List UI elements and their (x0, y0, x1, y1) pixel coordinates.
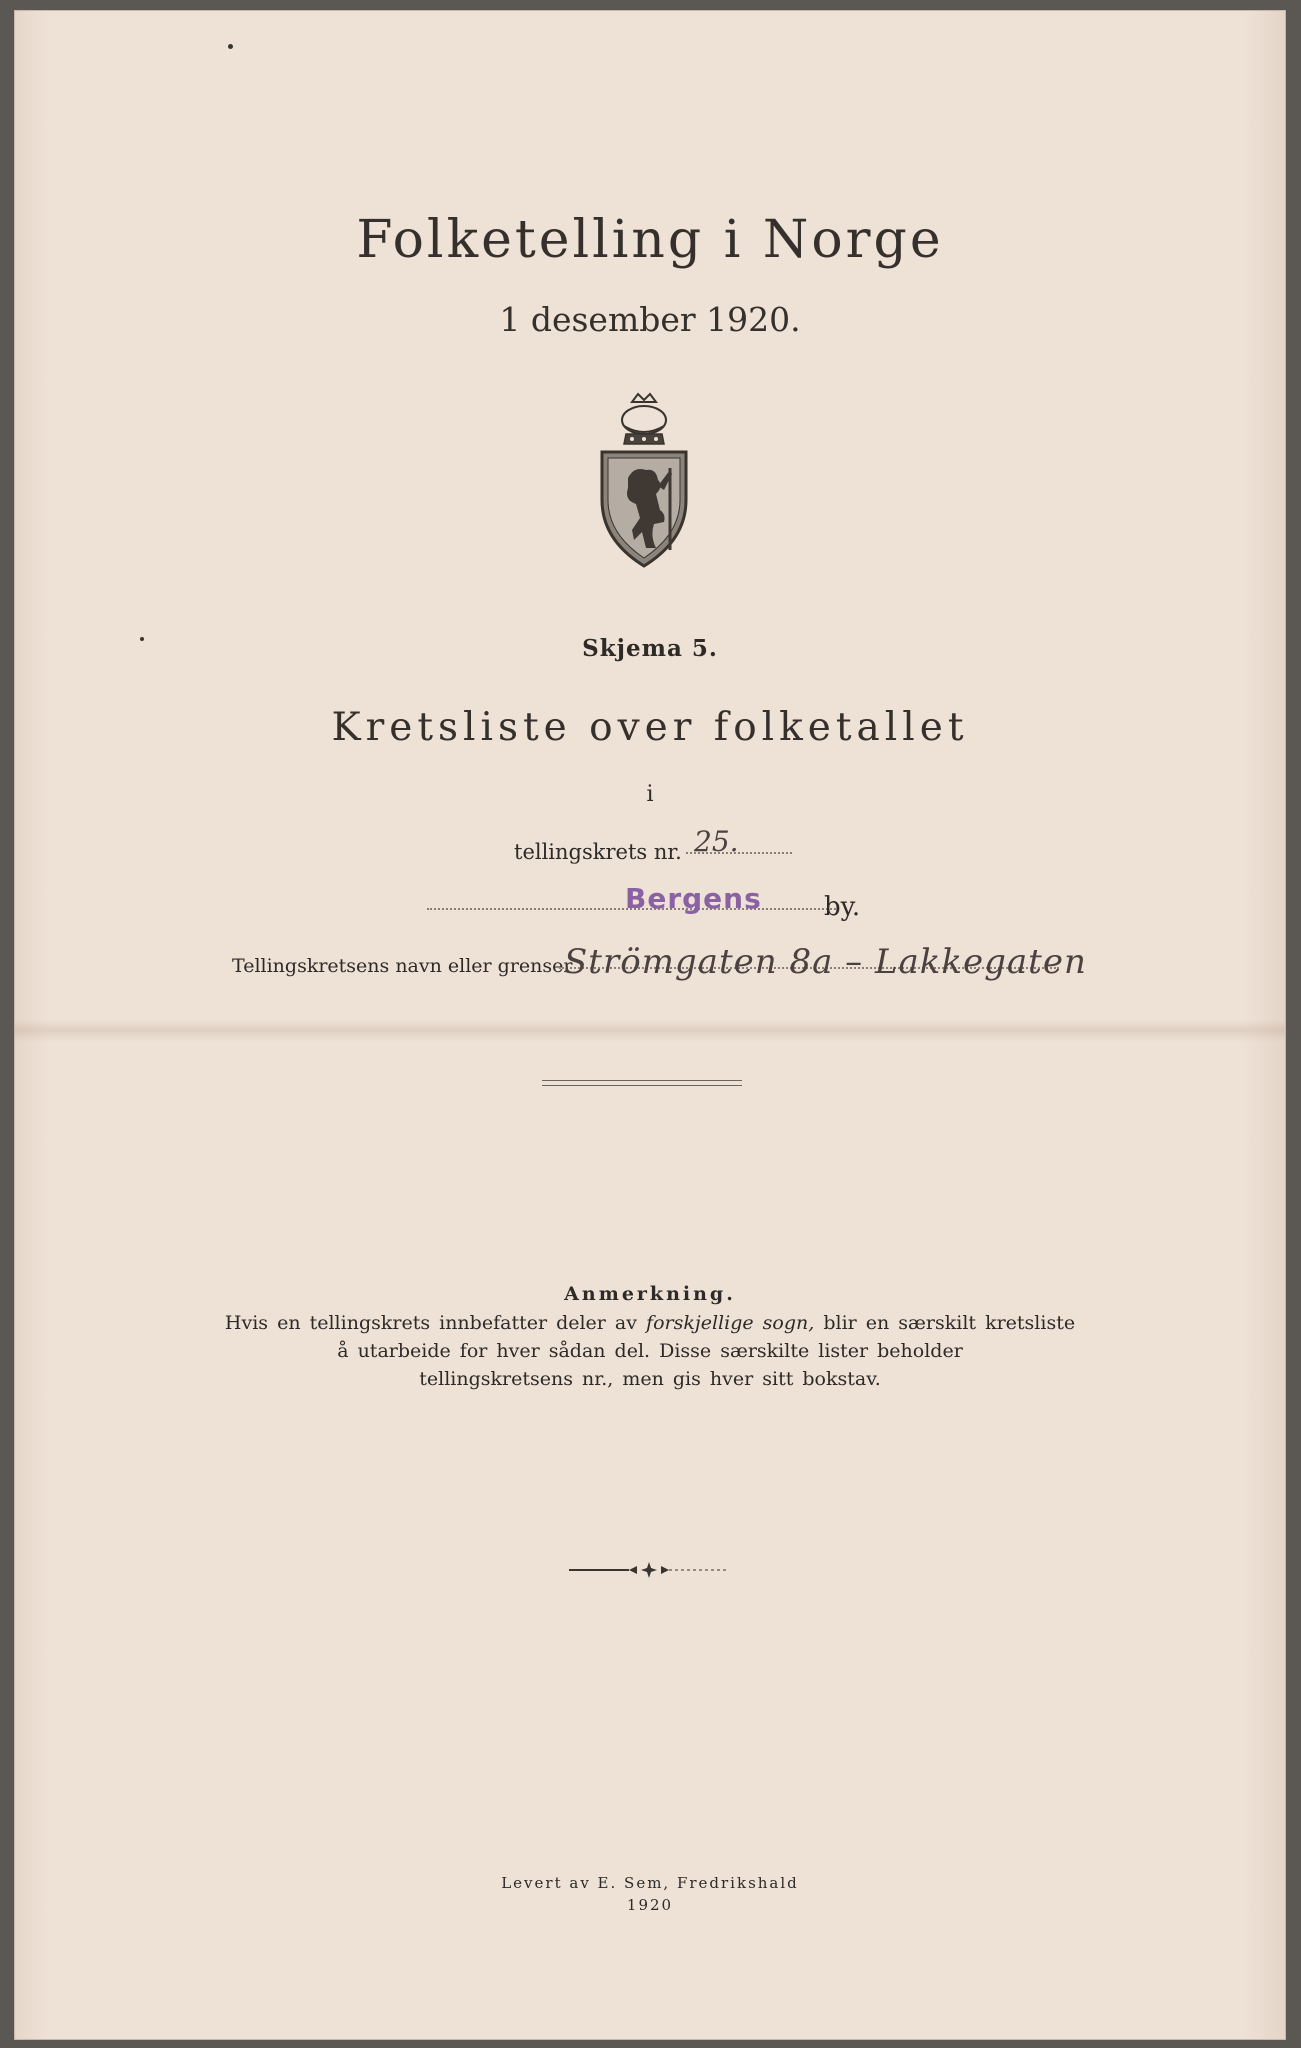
form-date: 1 desember 1920. (499, 300, 801, 339)
note-line-2: å utarbeide for hver sådan del. Disse særskilte lister beholder (337, 1340, 963, 1362)
note-line-1-italic: forskjellige sogn, (646, 1312, 815, 1334)
printer-line-2: 1920 (626, 1896, 674, 1914)
note-line-3: tellingskretsens nr., men gis hver sitt bokstav. (419, 1368, 881, 1390)
note-line-1 (14, 1312, 1286, 1334)
note-title: Anmerkning. (564, 1283, 736, 1305)
divider-rule (542, 1080, 742, 1086)
preposition: i (646, 782, 654, 807)
city-stamp: Bergens (625, 882, 762, 915)
schema-number: Skjema 5. (582, 635, 718, 662)
printer-line-1: Levert av E. Sem, Fredrikshald (501, 1874, 799, 1892)
district-label: tellingskrets nr. (514, 840, 682, 864)
ink-spot (228, 44, 233, 49)
district-number-value: 25. (694, 825, 739, 858)
names-label: Tellingskretsens navn eller grenser (232, 955, 573, 977)
form-title: Folketelling i Norge (356, 210, 944, 270)
city-suffix: by. (824, 892, 861, 922)
note-line-1-start: Hvis en tellingskrets innbefatter deler av (224, 1312, 647, 1334)
form-heading: Kretsliste over folketallet (331, 705, 969, 750)
norway-coat-of-arms-icon (594, 390, 694, 570)
census-form-page (14, 10, 1286, 2040)
ornament-divider-icon (569, 1560, 729, 1580)
names-value: Strömgaten 8a – Lakkegaten (564, 942, 1087, 982)
note-line-1-end: blir en særskilt kretsliste (814, 1312, 1076, 1334)
